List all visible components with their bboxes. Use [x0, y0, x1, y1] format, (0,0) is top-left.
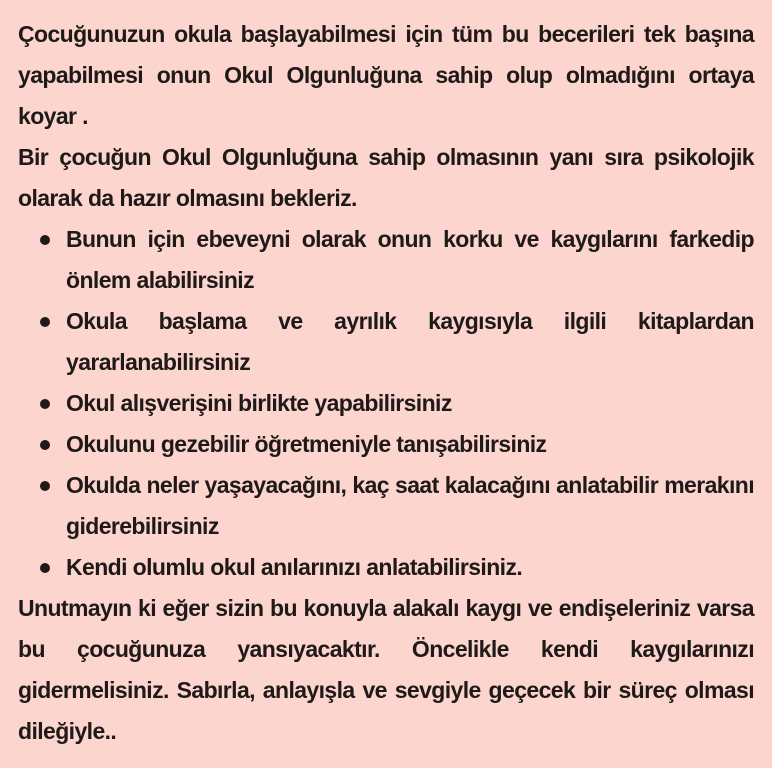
bullet-dot-icon [40, 399, 50, 409]
bullet-dot-icon [40, 317, 50, 327]
list-item [40, 424, 754, 465]
list-item-text: Bunun için ebeveyni olarak onun korku ve kaygılarını farkedip önlem alabilirsiniz [66, 226, 754, 293]
list-item [40, 547, 754, 588]
bullet-dot-icon [40, 481, 50, 491]
list-item-text: Okulda neler yaşayacağını, kaç saat kalacağını anlatabilir merakını giderebilirsiniz [66, 472, 754, 539]
list-item-text: Okul alışverişini birlikte yapabilirsiniz [66, 390, 452, 416]
intro-paragraph: Çocuğunuzun okula başlayabilmesi için tüm bu becerileri tek başına yapabilmesi onun Okul Olgunluğuna sahip olup olmadığını ortaya koyar . [18, 21, 754, 129]
list-item [40, 465, 754, 547]
bullet-dot-icon [40, 563, 50, 573]
readiness-paragraph: Bir çocuğun Okul Olgunluğuna sahip olmasının yanı sıra psikolojik olarak da hazır olmasını bekleriz. [18, 144, 754, 211]
bullet-dot-icon [40, 235, 50, 245]
tips-list [18, 219, 754, 588]
list-item-text: Okulunu gezebilir öğretmeniyle tanışabilirsiniz [66, 431, 547, 457]
closing-paragraph: Unutmayın ki eğer sizin bu konuyla alakalı kaygı ve endişeleriniz varsa bu çocuğunuza yansıyacaktır. Öncelikle kendi kaygılarınızı gidermelisiniz. Sabırla, anlayışla ve sevgiyle geçecek bir süreç olması dileğiyle.. [18, 595, 754, 744]
bullet-dot-icon [40, 440, 50, 450]
list-item [40, 301, 754, 383]
list-item-text: Okula başlama ve ayrılık kaygısıyla ilgili kitaplardan yararlanabilirsiniz [66, 308, 754, 375]
list-item-text: Kendi olumlu okul anılarınızı anlatabilirsiniz. [66, 554, 523, 580]
list-item [40, 219, 754, 301]
list-item [40, 383, 754, 424]
